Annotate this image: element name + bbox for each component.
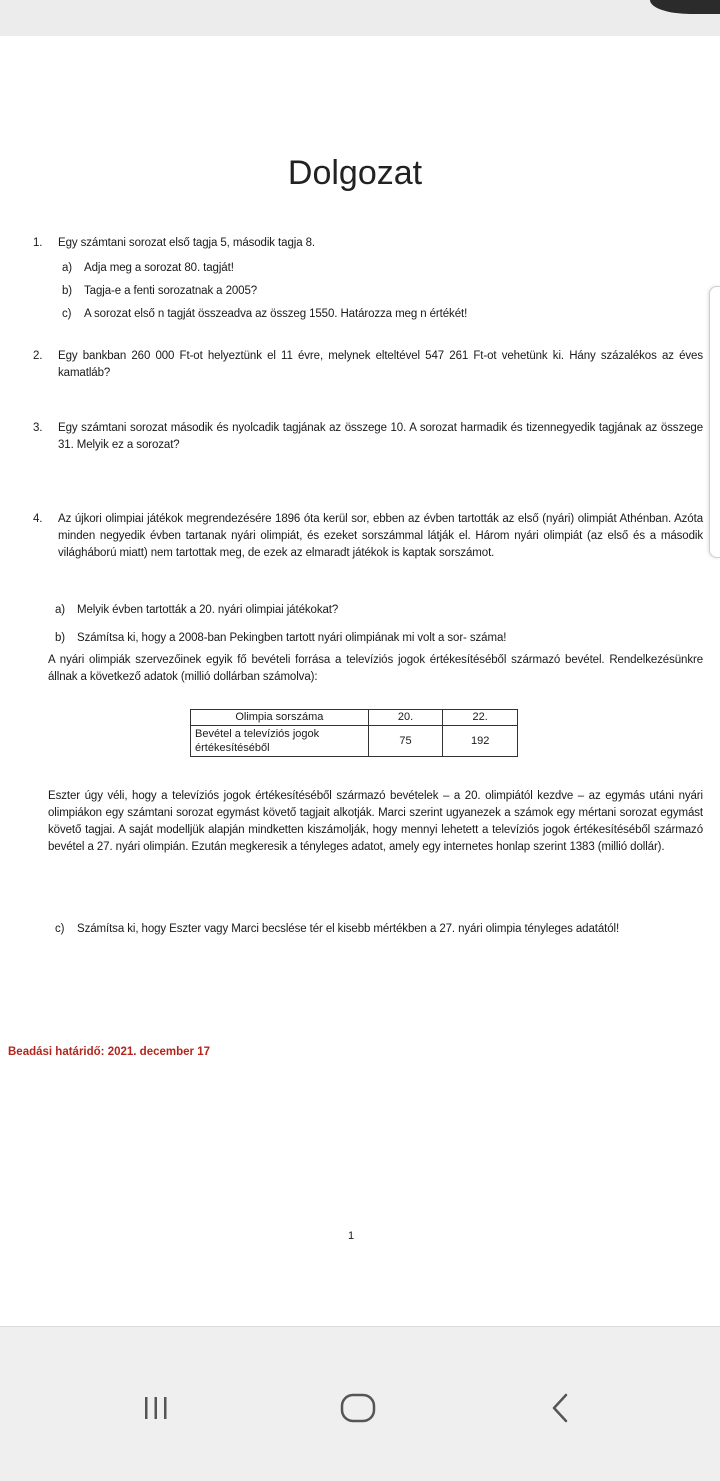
table-header-cell: Bevétel a televíziós jogok értékesítéséből [191, 726, 369, 757]
question-2 [33, 348, 703, 384]
question-number: 1. [33, 237, 43, 249]
page-title: Dolgozat [287, 154, 423, 192]
question-4 [33, 511, 703, 583]
question-number: 2. [33, 350, 43, 362]
part-label: a) [55, 604, 66, 616]
table-cell: 22. [443, 710, 518, 726]
table-header-cell: Olimpia sorszáma [191, 710, 369, 726]
document-page[interactable] [0, 36, 720, 1326]
table-cell: 75 [368, 726, 443, 757]
question-text: Egy bankban 260 000 Ft-ot helyeztünk el 11 évre, melynek elteltével 547 261 Ft-ot vehetünk ki. Hány százalékos az éves kamatláb? [58, 350, 703, 379]
part-label: b) [55, 632, 66, 644]
question-text: Egy számtani sorozat második és nyolcadik tagjának az összege 10. A sorozat harmadik és tizennegyedik tagjának az összege 31. Melyik ez a sorozat? [58, 422, 703, 451]
recents-icon[interactable] [140, 1393, 172, 1423]
question-4-part-c [55, 921, 703, 957]
part-label: b) [62, 285, 73, 297]
table-row [191, 726, 518, 757]
question-1-part-a [62, 260, 702, 278]
question-4-part-a [55, 602, 695, 620]
part-text: Számítsa ki, hogy Eszter vagy Marci becslése tér el kisebb mértékben a 27. nyári olimpia tényleges adatától! [77, 923, 620, 935]
question-text: Az újkori olimpiai játékok megrendezésére 1896 óta kerül sor, ebben az évben tartották az első (nyári) olimpiát Athénban. Azóta minden negyedik évben tartanak nyári olimpiát, és ezeket sorszámmal látják el. Három nyári olimpiát (az első és a második világháború miatt) nem tartottak meg, de ezek az elmaradt játékok is kaptak sorszámot. [58, 513, 703, 559]
question-1-part-c [62, 306, 702, 324]
part-label: a) [62, 262, 73, 274]
question-number: 3. [33, 422, 43, 434]
back-icon[interactable] [546, 1391, 574, 1425]
status-bar [0, 0, 720, 36]
part-text: Számítsa ki, hogy a 2008-ban Pekingben tartott nyári olimpiának mi volt a sor- száma! [77, 632, 507, 644]
table-cell: 20. [368, 710, 443, 726]
question-4-part-b [55, 630, 700, 648]
olympics-revenue-table [190, 709, 518, 757]
home-icon[interactable] [338, 1391, 378, 1425]
question-1-part-b [62, 283, 702, 301]
part-label: c) [55, 923, 65, 935]
question-4-paragraph: Eszter úgy véli, hogy a televíziós jogok értékesítéséből származó bevételek – a 20. olimpiától kezdve – az egymás utáni nyári olimpiákon egy számtani sorozat egymást követő tagjait alkotják. Marci szerint ugyanezek a számok egy mértani sorozat egymást követő tagjai. A saját modelljük alapján mindketten kiszámolják, hogy mennyi lehetett a televíziós jogok értékesítéséből származó bevétel a 27. nyári olimpián. Ezután megkeresik a tényleges adatot, amely egy internetes honlap szerint 1383 (millió dollár). [48, 790, 703, 853]
question-3 [33, 420, 703, 456]
question-1 [33, 235, 703, 255]
page-number: 1 [348, 1230, 355, 1242]
question-number: 4. [33, 513, 43, 525]
question-4-intro: A nyári olimpiák szervezőinek egyik fő bevételi forrása a televíziós jogok értékesítéséből származó bevétel. Rendelkezésünkre állnak a következő adatok (millió dollárban számolva): [48, 654, 703, 683]
table-row [191, 710, 518, 726]
part-text: Tagja-e a fenti sorozatnak a 2005? [84, 285, 258, 297]
navigation-bar [0, 1326, 720, 1481]
question-text: Egy számtani sorozat első tagja 5, második tagja 8. [58, 237, 315, 249]
scroll-handle[interactable] [709, 286, 720, 558]
part-text: Melyik évben tartották a 20. nyári olimpiai játékokat? [77, 604, 339, 616]
deadline-text: Beadási határidő: 2021. december 17 [8, 1046, 210, 1058]
part-text: Adja meg a sorozat 80. tagját! [84, 262, 234, 274]
table-cell: 192 [443, 726, 518, 757]
part-text: A sorozat első n tagját összeadva az összeg 1550. Határozza meg n értékét! [84, 308, 468, 320]
part-label: c) [62, 308, 72, 320]
